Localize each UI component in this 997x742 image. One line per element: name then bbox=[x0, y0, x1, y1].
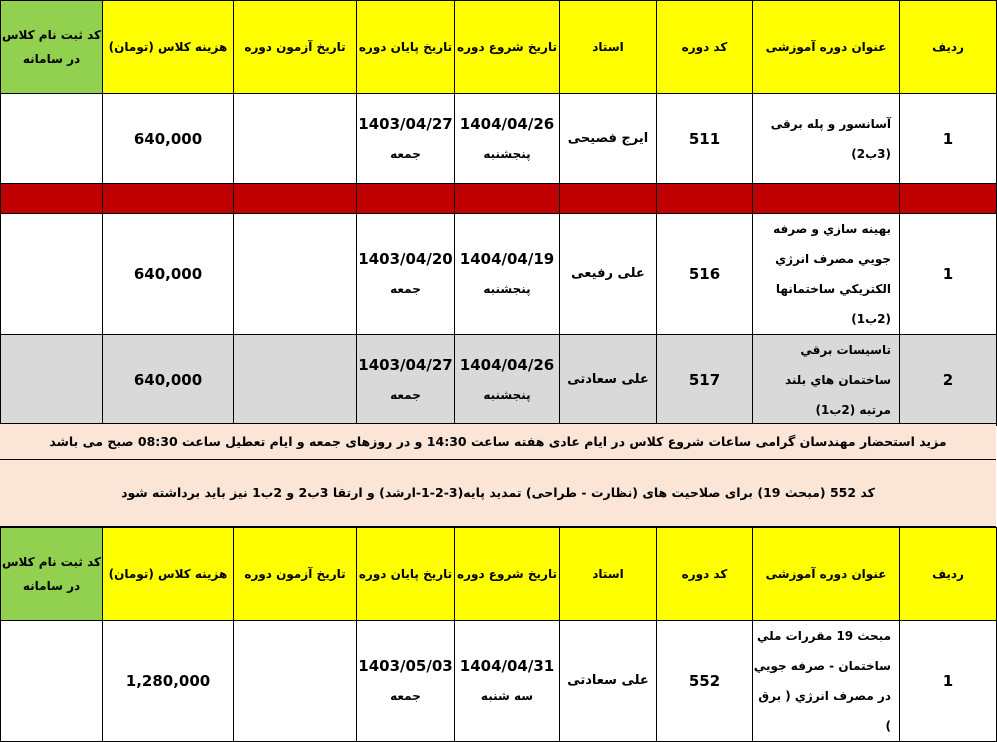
row-start-date bbox=[455, 335, 560, 426]
start-weekday: پنجشنبه bbox=[483, 282, 531, 296]
row-title: مبحث 19 مقررات ملي ساختمان - صرفه جويي در مصرف انرژي ( برق ) bbox=[753, 621, 900, 742]
header-registration-code: کد ثبت نام کلاس در سامانه bbox=[1, 528, 103, 621]
row-code: 516 bbox=[657, 214, 753, 335]
row-fee: 640,000 bbox=[103, 214, 234, 335]
header-professor: استاد bbox=[560, 528, 657, 621]
row-fee: 1,280,000 bbox=[103, 621, 234, 742]
start-date-value: 1404/04/19 bbox=[459, 250, 555, 268]
course-table-2 bbox=[0, 527, 997, 742]
row-end-date bbox=[357, 94, 455, 184]
header-fee: هزینه کلاس (تومان) bbox=[103, 1, 234, 94]
row-radif: 1 bbox=[900, 621, 997, 742]
header-row bbox=[1, 1, 997, 94]
row-fee: 640,000 bbox=[103, 94, 234, 184]
start-weekday: پنجشنبه bbox=[483, 388, 531, 402]
start-weekday: پنجشنبه bbox=[483, 146, 531, 161]
row-professor: علی سعادتی bbox=[560, 621, 657, 742]
row-exam-date bbox=[234, 335, 357, 426]
header-registration-code: کد ثبت نام کلاس در سامانه bbox=[1, 1, 103, 94]
end-weekday: جمعه bbox=[390, 282, 421, 296]
header-exam-date: تاریخ آزمون دوره bbox=[234, 528, 357, 621]
row-start-date bbox=[455, 94, 560, 184]
header-start-date: تاریخ شروع دوره bbox=[455, 528, 560, 621]
header-end-date: تاریخ پایان دوره bbox=[357, 1, 455, 94]
end-date-value: 1403/04/27 bbox=[358, 114, 453, 133]
start-date-value: 1404/04/31 bbox=[459, 657, 555, 675]
table-row bbox=[1, 94, 997, 184]
header-radif: ردیف bbox=[900, 1, 997, 94]
header-exam-date: تاریخ آزمون دوره bbox=[234, 1, 357, 94]
row-exam-date bbox=[234, 214, 357, 335]
table-row bbox=[1, 335, 997, 426]
row-radif: 2 bbox=[900, 335, 997, 426]
header-code: کد دوره bbox=[657, 1, 753, 94]
row-title: آسانسور و پله برقی (3ب2) bbox=[753, 94, 900, 184]
row-start-date bbox=[455, 621, 560, 742]
row-exam-date bbox=[234, 621, 357, 742]
row-title: بهینه سازي و صرفه جويي مصرف انرژي الکتريکي ساختمانها (2ب1) bbox=[753, 214, 900, 335]
row-exam-date bbox=[234, 94, 357, 184]
course-552-note: کد 552 (مبحث 19) برای صلاحیت های (نظارت - طراحی) تمدید پایه(3-2-1-ارشد) و ارتقا 3ب2 و 2ب1 نیز باید برداشته شود bbox=[0, 460, 996, 527]
row-professor: ایرج فصیحی bbox=[560, 94, 657, 184]
header-start-date: تاریخ شروع دوره bbox=[455, 1, 560, 94]
table-row bbox=[1, 214, 997, 335]
row-registration-code bbox=[1, 94, 103, 184]
row-professor: علی سعادتی bbox=[560, 335, 657, 426]
row-registration-code bbox=[1, 335, 103, 426]
row-end-date bbox=[357, 621, 455, 742]
start-date-value: 1404/04/26 bbox=[459, 356, 555, 374]
end-weekday: جمعه bbox=[390, 146, 421, 161]
end-date-value: 1403/04/27 bbox=[358, 356, 453, 374]
row-radif: 1 bbox=[900, 214, 997, 335]
row-registration-code bbox=[1, 214, 103, 335]
header-fee: هزینه کلاس (تومان) bbox=[103, 528, 234, 621]
row-code: 552 bbox=[657, 621, 753, 742]
row-code: 517 bbox=[657, 335, 753, 426]
end-weekday: جمعه bbox=[390, 388, 421, 402]
row-fee: 640,000 bbox=[103, 335, 234, 426]
end-date-value: 1403/05/03 bbox=[358, 657, 453, 675]
end-weekday: جمعه bbox=[390, 689, 421, 703]
row-end-date bbox=[357, 335, 455, 426]
row-end-date bbox=[357, 214, 455, 335]
start-weekday: سه شنبه bbox=[480, 689, 534, 703]
row-registration-code bbox=[1, 621, 103, 742]
red-separator-row bbox=[1, 184, 997, 214]
header-row bbox=[1, 528, 997, 621]
row-professor: علی رفیعی bbox=[560, 214, 657, 335]
header-title: عنوان دوره آموزشی bbox=[753, 1, 900, 94]
header-title: عنوان دوره آموزشی bbox=[753, 528, 900, 621]
start-date-value: 1404/04/26 bbox=[459, 114, 555, 133]
row-start-date bbox=[455, 214, 560, 335]
end-date-value: 1403/04/20 bbox=[358, 250, 453, 268]
header-end-date: تاریخ پایان دوره bbox=[357, 528, 455, 621]
schedule-note: مزید استحضار مهندسان گرامی ساعات شروع کلاس در ایام عادی هفته ساعت 14:30 و در روزهای جمعه و ایام تعطیل ساعت 08:30 صبح می باشد bbox=[0, 423, 996, 460]
header-professor: استاد bbox=[560, 1, 657, 94]
header-code: کد دوره bbox=[657, 528, 753, 621]
row-title: تاسیسات برقي ساختمان هاي بلند مرتبه (2ب1) bbox=[753, 335, 900, 426]
table-row bbox=[1, 621, 997, 742]
header-radif: ردیف bbox=[900, 528, 997, 621]
row-radif: 1 bbox=[900, 94, 997, 184]
row-code: 511 bbox=[657, 94, 753, 184]
